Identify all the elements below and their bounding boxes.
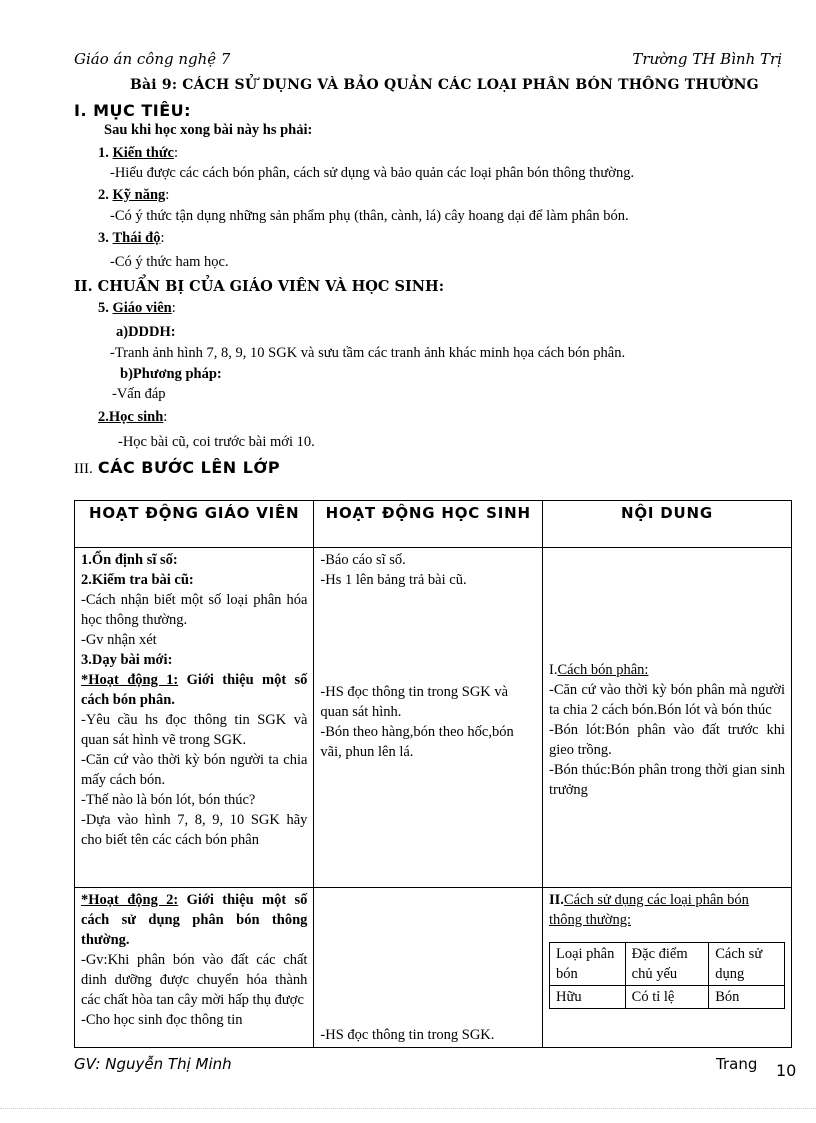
- attitude-num: 3.: [98, 230, 109, 246]
- fertilizer-usage-table: [549, 942, 785, 1009]
- row1-teacher-cell: [75, 548, 314, 888]
- skill-num: 2.: [98, 187, 109, 203]
- activity-2-heading: [81, 890, 307, 950]
- knowledge-label: 1. Kiến thức:: [98, 145, 178, 161]
- row2-student-line: -HS đọc thông tin trong SGK.: [320, 1027, 495, 1043]
- row1-teacher-line: -Căn cứ vào thời kỳ bón người ta chia mấy cách bón.: [81, 752, 308, 788]
- inner-row: [549, 986, 784, 1009]
- row1-student-line: -HS đọc thông tin trong SGK và quan sát hình.: [320, 684, 509, 720]
- row1-student-cell: [314, 548, 543, 888]
- header-right: Trường TH Bình Trị: [632, 50, 782, 68]
- row1-content-line: -Bón thúc:Bón phân trong thời gian sinh trưởng: [548, 762, 785, 798]
- content-1-prefix: I.: [548, 662, 558, 678]
- inner-cell: Bón: [709, 986, 785, 1009]
- student-prep-title: 2.Học sinh: [98, 409, 164, 425]
- table-row: [75, 888, 792, 1048]
- knowledge-text: -Hiểu được các cách bón phân, cách sử dụng và bảo quản các loại phân bón thông thường.: [110, 165, 635, 181]
- inner-col-feature: Đặc điểm chủ yếu: [625, 943, 709, 986]
- activity-1-title: Giới thiệu một số cách bón phân.: [81, 672, 308, 708]
- row2-content-cell: [542, 888, 791, 1048]
- content-2-title: Cách sử dụng các loại phân bón thông thường:: [548, 892, 749, 928]
- student-prep-text: -Học bài cũ, coi trước bài mới 10.: [118, 434, 315, 450]
- row1-teacher-line: 1.Ổn định sĩ số:: [81, 552, 178, 568]
- footer-page-number: 10: [776, 1061, 797, 1080]
- section-3-title: CÁC BƯỚC LÊN LỚP: [97, 458, 281, 477]
- teacher-prep-label: 5. Giáo viên:: [98, 300, 176, 316]
- row1-student-line: -Báo cáo sĩ số.: [320, 552, 406, 568]
- table-header-row: [75, 501, 792, 548]
- row1-student-line: -Bón theo hàng,bón theo hốc,bón vãi, phun lên lá.: [320, 724, 514, 760]
- activity-1-label: *Hoạt động 1:: [81, 672, 179, 688]
- method-text: -Vấn đáp: [112, 386, 166, 402]
- ddh-text: -Tranh ảnh hình 7, 8, 9, 10 SGK và sưu tầm các tranh ảnh khác minh họa cách bón phân.: [110, 345, 626, 361]
- row1-teacher-line: -Gv nhận xét: [81, 632, 157, 648]
- inner-col-type: Loại phân bón: [549, 943, 625, 986]
- activity-2-title: Giới thiệu một số cách sử dụng phân bón thông thường.: [81, 892, 308, 948]
- row1-teacher-line: -Dựa vào hình 7, 8, 9, 10 SGK hãy cho biết tên các cách bón phân: [81, 812, 308, 848]
- section-1-heading: I. MỤC TIÊU:: [74, 101, 192, 120]
- row1-teacher-line: 2.Kiểm tra bài cũ:: [81, 572, 194, 588]
- col-student-header: HOẠT ĐỘNG HỌC SINH: [314, 501, 543, 548]
- row1-teacher-line: 3.Dạy bài mới:: [81, 652, 173, 668]
- row2-teacher-line: -Cho học sinh đọc thông tin: [81, 1012, 243, 1028]
- col-content-header: NỘI DUNG: [542, 501, 791, 548]
- activity-2-label: *Hoạt động 2:: [81, 892, 179, 908]
- section-3-prefix: III.: [74, 461, 93, 477]
- row1-content-line: -Căn cứ vào thời kỳ bón phân mà người ta chia 2 cách bón.Bón lót và bón thúc: [548, 682, 785, 718]
- method-label: b)Phương pháp:: [120, 366, 222, 382]
- knowledge-title: Kiến thức: [112, 145, 174, 161]
- row1-teacher-line: -Thế nào là bón lót, bón thúc?: [81, 792, 256, 808]
- activity-1-heading: [81, 670, 307, 710]
- row1-content-cell: [542, 548, 791, 888]
- row1-teacher-line: -Yêu cầu hs đọc thông tin SGK và quan sát hình vẽ trong SGK.: [81, 712, 308, 748]
- teacher-prep-title: Giáo viên: [112, 300, 172, 316]
- section-1-intro: Sau khi học xong bài này hs phải:: [104, 122, 313, 138]
- content-2-heading: [549, 890, 785, 930]
- attitude-label: 3. Thái độ:: [98, 230, 165, 246]
- col-teacher-header: HOẠT ĐỘNG GIÁO VIÊN: [75, 501, 314, 548]
- table-row: [75, 548, 792, 888]
- skill-title: Kỹ năng: [112, 187, 166, 203]
- inner-header-row: [549, 943, 784, 986]
- teacher-prep-num: 5.: [98, 300, 109, 316]
- header-left: Giáo án công nghệ 7: [74, 50, 231, 68]
- row2-teacher-line: -Gv:Khi phân bón vào đất các chất dinh dưỡng được chuyển hóa thành các chất hòa tan cây mời hấp thụ được: [81, 952, 308, 1008]
- skill-text: -Có ý thức tận dụng những sản phẩm phụ (thân, cành, lá) cây hoang dại để làm phân bón.: [110, 208, 629, 224]
- ddh-label: a)DDDH:: [116, 324, 176, 340]
- inner-col-usage: Cách sử dụng: [709, 943, 785, 986]
- page-edge-divider: [0, 1108, 816, 1109]
- footer-page-label: Trang: [716, 1055, 758, 1073]
- footer-teacher: GV: Nguyễn Thị Minh: [74, 1055, 232, 1073]
- lesson-title: Bài 9: CÁCH SỬ DỤNG VÀ BẢO QUẢN CÁC LOẠI PHÂN BÓN THÔNG THƯỜNG: [130, 77, 759, 93]
- content-1-title: Cách bón phân:: [557, 662, 649, 678]
- inner-cell: Hữu: [549, 986, 625, 1009]
- content-1-heading: [549, 660, 785, 680]
- skill-label: 2. Kỹ năng:: [98, 187, 170, 203]
- row1-content-line: -Bón lót:Bón phân vào đất trước khi gieo trồng.: [548, 722, 785, 758]
- row2-teacher-cell: [75, 888, 314, 1048]
- row1-student-line: -Hs 1 lên bảng trả bài cũ.: [320, 572, 467, 588]
- lesson-steps-table: [74, 500, 792, 1048]
- section-3-heading: [74, 458, 280, 478]
- knowledge-num: 1.: [98, 145, 109, 161]
- attitude-title: Thái độ: [112, 230, 161, 246]
- row2-student-cell: [314, 888, 543, 1048]
- student-prep-label: 2.Học sinh:: [98, 409, 168, 425]
- inner-cell: Có tỉ lệ: [625, 986, 709, 1009]
- attitude-text: -Có ý thức ham học.: [110, 254, 229, 270]
- content-2-prefix: II.: [548, 892, 564, 908]
- section-2-heading: II. CHUẨN BỊ CỦA GIÁO VIÊN VÀ HỌC SINH:: [74, 278, 445, 295]
- row1-teacher-line: -Cách nhận biết một số loại phân hóa học thông thường.: [81, 592, 308, 628]
